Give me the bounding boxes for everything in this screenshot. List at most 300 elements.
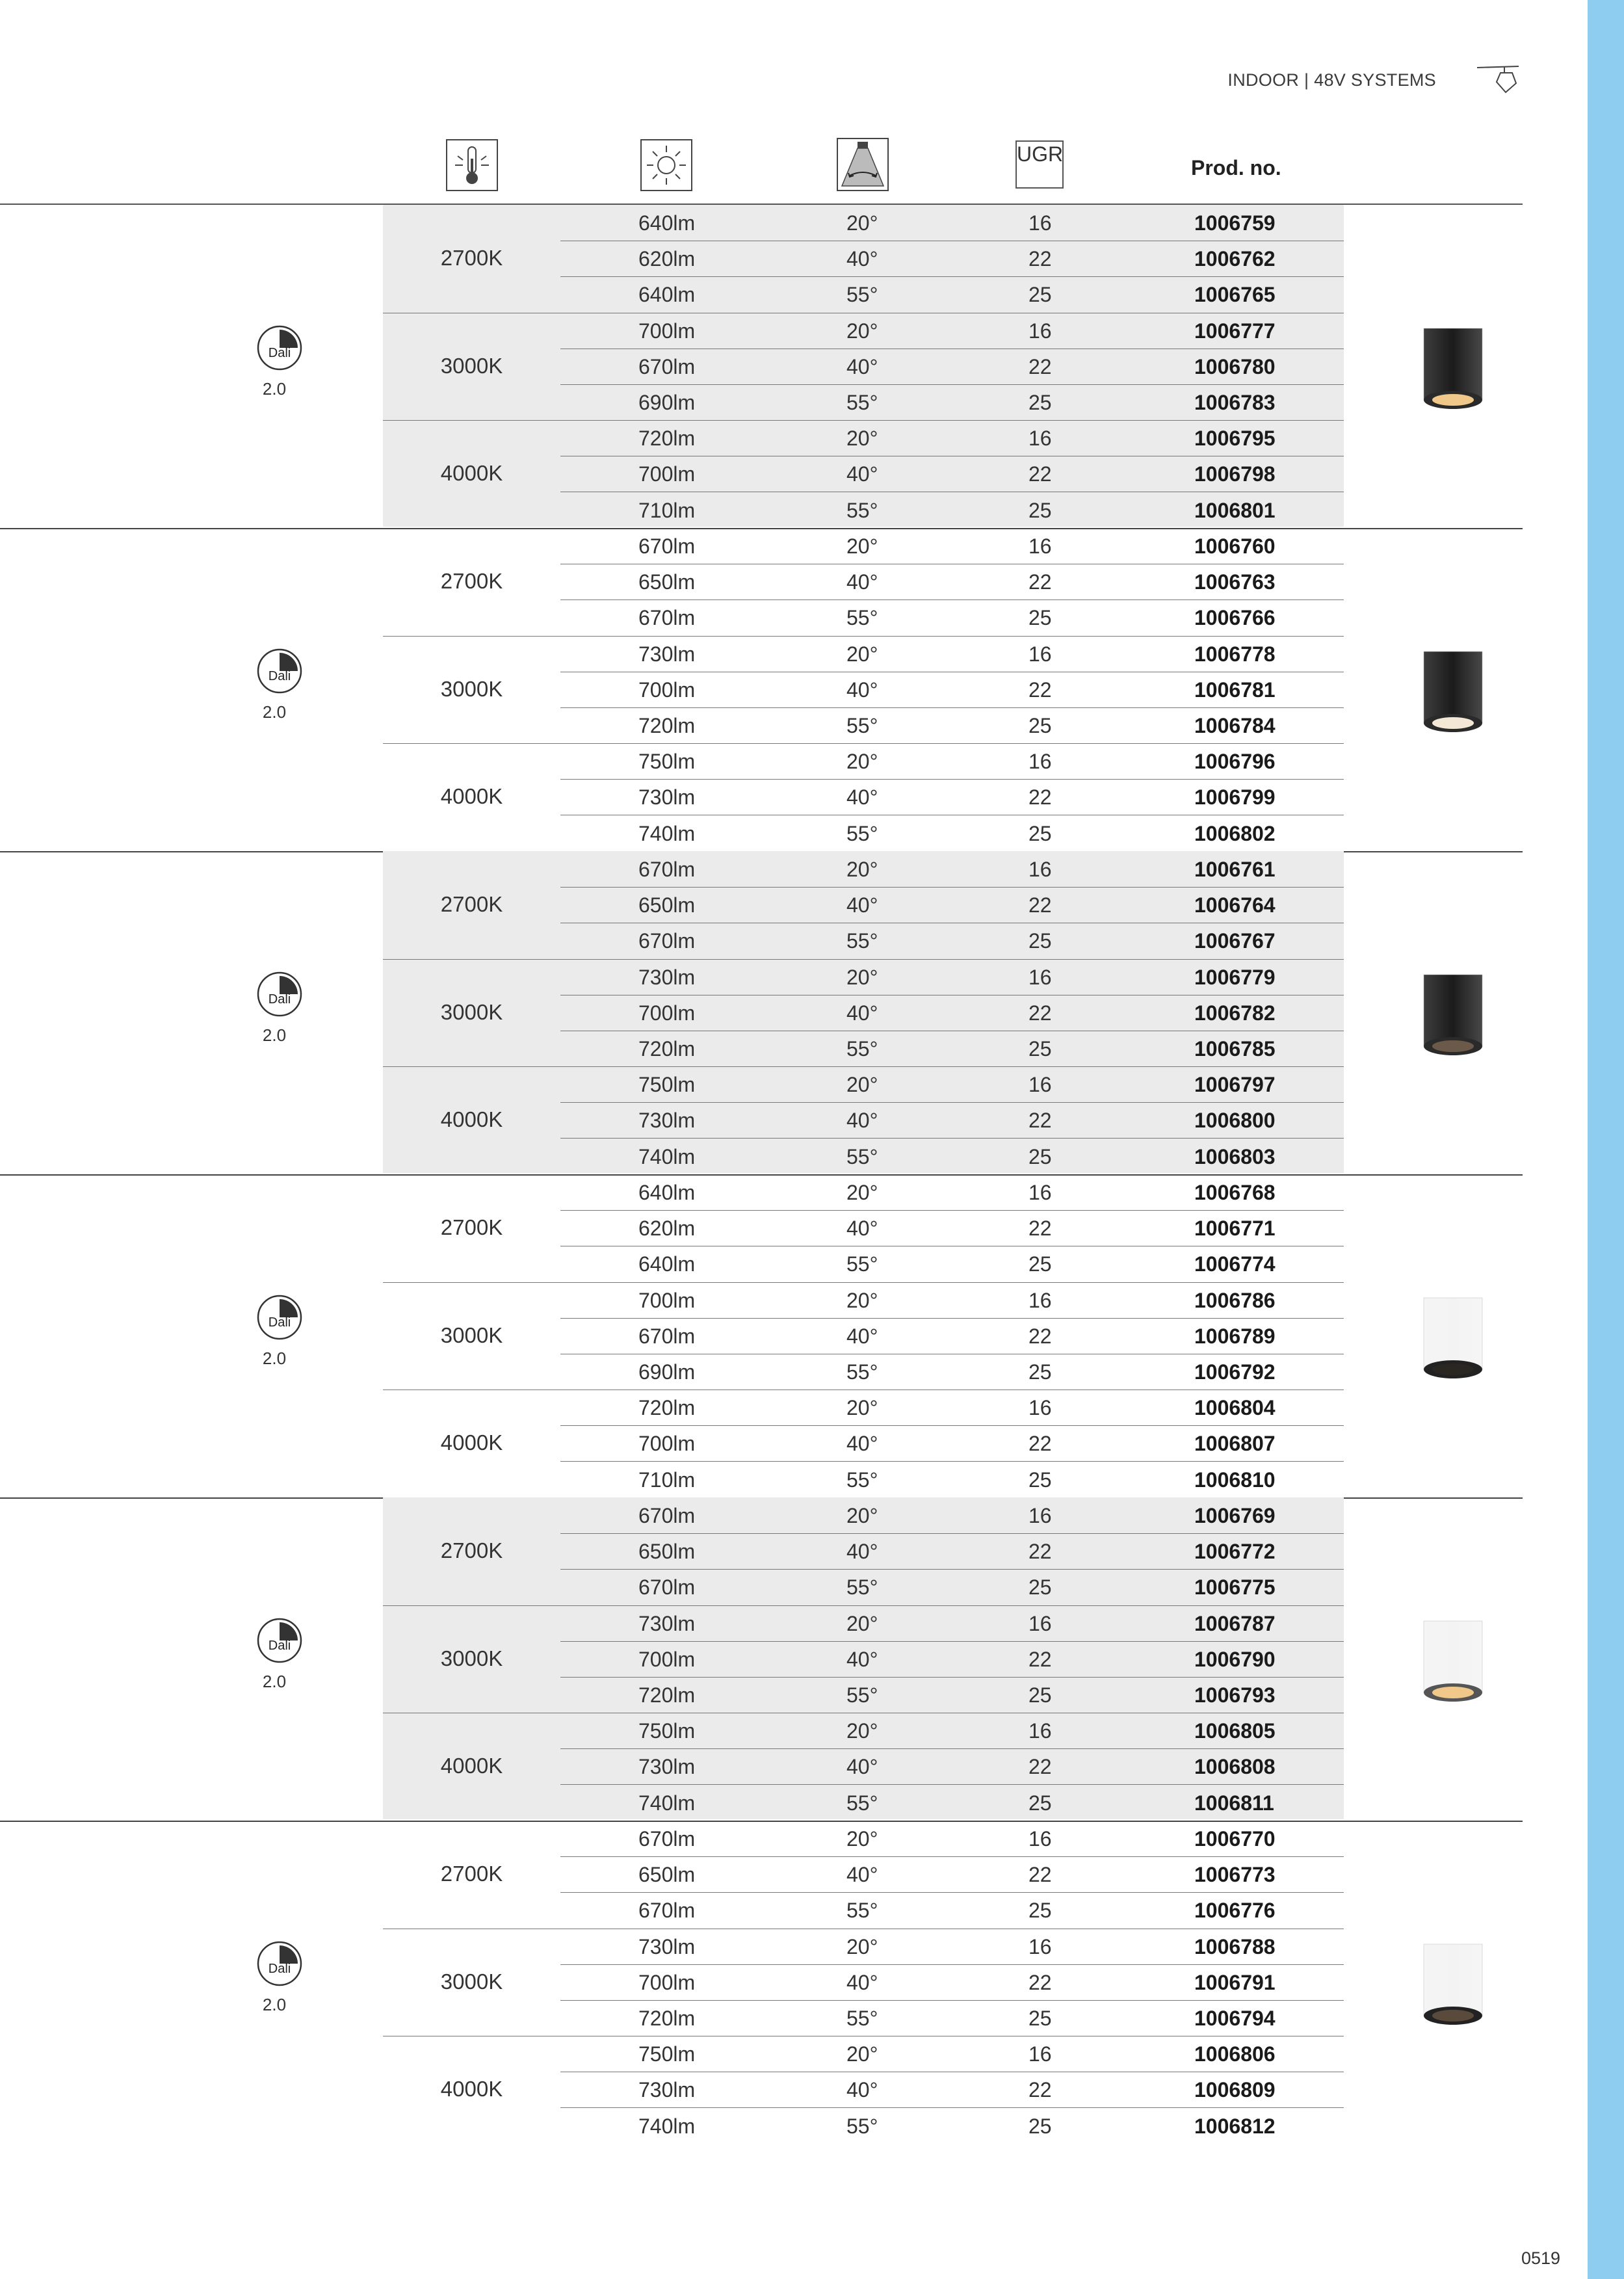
beam-angle-cell: 20° [846,750,878,774]
luminous-flux-cell: 720lm [638,427,696,451]
ugr-cell: 25 [1028,1899,1052,1923]
svg-text:Dali: Dali [268,992,291,1007]
luminous-flux-cell: 650lm [638,570,696,594]
product-number-cell: 1006776 [1194,1899,1276,1923]
color-temperature-label: 3000K [440,676,503,701]
light-bulb-sun-icon [640,139,692,191]
ugr-cell: 25 [1028,821,1052,845]
luminous-flux-cell: 640lm [638,1181,696,1204]
color-temperature-label: 3000K [440,1323,503,1347]
luminous-flux-cell: 720lm [638,1396,696,1420]
product-number-cell: 1006772 [1194,1540,1276,1564]
luminous-flux-cell: 700lm [638,678,696,702]
table-row [560,276,1344,312]
product-number-cell: 1006765 [1194,283,1276,307]
svg-text:Dali: Dali [268,669,291,683]
beam-angle-cell: 40° [846,247,878,271]
beam-angle-cell: 55° [846,1252,878,1276]
luminous-flux-cell: 620lm [638,1217,696,1241]
product-number-cell: 1006770 [1194,1827,1276,1851]
luminous-flux-cell: 640lm [638,211,696,235]
ugr-cell: 16 [1028,1827,1052,1851]
table-row [560,456,1344,492]
beam-angle-cell: 20° [846,2042,878,2066]
beam-angle-cell: 20° [846,1719,878,1743]
product-number-cell: 1006777 [1194,319,1276,343]
ugr-cell: 25 [1028,714,1052,737]
table-row [560,2036,1344,2072]
beam-angle-cell: 55° [846,929,878,953]
table-row [560,779,1344,815]
ugr-cell: 25 [1028,1360,1052,1384]
luminous-flux-cell: 690lm [638,1360,696,1384]
ugr-cell: 16 [1028,1288,1052,1312]
page-number: 0519 [1521,2248,1561,2268]
beam-angle-cell: 55° [846,1468,878,1492]
luminous-flux-cell: 730lm [638,1934,696,1958]
table-row [560,1174,1344,1211]
ugr-cell: 22 [1028,570,1052,594]
ugr-cell: 22 [1028,462,1052,486]
table-row [560,1246,1344,1282]
product-number-cell: 1006761 [1194,858,1276,881]
table-row [560,1533,1344,1570]
table-row [560,707,1344,743]
table-row [560,1785,1344,1821]
luminous-flux-cell: 670lm [638,1575,696,1600]
ugr-cell: 16 [1028,211,1052,235]
product-number-cell: 1006759 [1194,211,1276,235]
beam-angle-cell: 40° [846,354,878,378]
ugr-cell: 22 [1028,1647,1052,1671]
product-group [0,205,1523,529]
ugr-cell: 16 [1028,319,1052,343]
luminous-flux-cell: 700lm [638,1432,696,1456]
ugr-cell: 22 [1028,893,1052,917]
table-row [560,564,1344,600]
luminous-flux-cell: 750lm [638,1719,696,1743]
luminous-flux-cell: 720lm [638,1683,696,1707]
beam-angle-cell: 40° [846,570,878,594]
luminous-flux-cell: 740lm [638,1791,696,1815]
dali-version-label: 2.0 [262,379,287,399]
ugr-cell: 25 [1028,1252,1052,1276]
beam-angle-cell: 20° [846,534,878,558]
beam-angle-cell: 40° [846,1217,878,1241]
table-row [560,349,1344,385]
beam-angle-cell: 55° [846,2114,878,2138]
beam-angle-cell: 40° [846,1755,878,1779]
product-number-cell: 1006781 [1194,678,1276,702]
luminous-flux-cell: 720lm [638,714,696,737]
ugr-cell: 22 [1028,1324,1052,1348]
ugr-cell: 25 [1028,1037,1052,1060]
luminous-flux-cell: 740lm [638,2114,696,2138]
luminous-flux-cell: 700lm [638,1001,696,1025]
ugr-cell: 25 [1028,1791,1052,1815]
luminous-flux-cell: 650lm [638,1540,696,1564]
product-number-cell: 1006766 [1194,606,1276,630]
beam-angle-cell: 20° [846,642,878,666]
ugr-cell: 25 [1028,283,1052,307]
beam-angle-cell: 55° [846,1037,878,1060]
luminous-flux-cell: 750lm [638,1073,696,1097]
table-row [560,1390,1344,1426]
beam-angle-cell: 55° [846,1791,878,1815]
luminous-flux-cell: 730lm [638,1109,696,1133]
table-row [560,851,1344,888]
luminous-flux-cell: 670lm [638,1827,696,1851]
luminous-flux-cell: 700lm [638,1288,696,1312]
table-row [560,1066,1344,1103]
luminous-flux-cell: 730lm [638,785,696,810]
beam-angle-cell: 20° [846,319,878,343]
product-number-cell: 1006783 [1194,391,1276,414]
luminous-flux-cell: 640lm [638,283,696,307]
ugr-cell: 16 [1028,1396,1052,1420]
beam-angle-cell: 55° [846,1683,878,1707]
ugr-cell: 22 [1028,2078,1052,2102]
color-temperature-label: 4000K [440,1430,503,1455]
luminous-flux-cell: 640lm [638,1252,696,1276]
color-temperature-label: 4000K [440,2077,503,2101]
table-row [560,1462,1344,1497]
ugr-cell: 16 [1028,2042,1052,2066]
product-number-cell: 1006791 [1194,1970,1276,1994]
prod-no-column-header: Prod. no. [1191,156,1281,179]
ugr-cell: 22 [1028,1001,1052,1025]
product-group [0,1174,1523,1499]
dali-dimmable-icon [256,324,303,371]
product-number-cell: 1006773 [1194,1863,1276,1887]
ugr-cell: 16 [1028,1719,1052,1743]
color-temperature-label: 4000K [440,461,503,486]
ugr-cell: 22 [1028,1970,1052,1994]
ugr-cell: 16 [1028,1073,1052,1097]
product-number-cell: 1006809 [1194,2078,1276,2102]
table-row [560,959,1344,995]
product-number-cell: 1006804 [1194,1396,1276,1420]
svg-text:Dali: Dali [268,346,291,360]
table-row [560,1821,1344,1857]
beam-angle-cell: 40° [846,785,878,810]
table-row [560,528,1344,564]
beam-angle-cell: 20° [846,1827,878,1851]
table-row [560,923,1344,958]
product-number-cell: 1006792 [1194,1360,1276,1384]
product-number-cell: 1006789 [1194,1324,1276,1348]
dali-version-label: 2.0 [262,1672,287,1691]
color-temperature-label: 2700K [440,569,503,593]
table-row [560,1569,1344,1605]
table-row [560,420,1344,456]
table-row [560,241,1344,277]
beam-angle-cell: 20° [846,1073,878,1097]
product-number-cell: 1006800 [1194,1109,1276,1133]
beam-angle-cell: 55° [846,2007,878,2030]
product-number-cell: 1006799 [1194,785,1276,810]
ugr-cell: 16 [1028,534,1052,558]
table-row [560,1929,1344,1965]
beam-angle-cell: 40° [846,1647,878,1671]
beam-angle-cell: 20° [846,1181,878,1204]
beam-angle-cell: 55° [846,283,878,307]
table-row [560,1139,1344,1174]
table-row [560,1964,1344,2001]
product-number-cell: 1006768 [1194,1181,1276,1204]
ugr-cell: 22 [1028,1109,1052,1133]
luminous-flux-cell: 670lm [638,354,696,378]
color-temperature-label: 3000K [440,999,503,1024]
product-group [0,851,1523,1176]
color-temperature-label: 3000K [440,1646,503,1670]
product-number-cell: 1006796 [1194,750,1276,774]
table-row [560,1282,1344,1319]
product-number-cell: 1006769 [1194,1504,1276,1527]
product-number-cell: 1006801 [1194,498,1276,522]
beam-angle-cell: 20° [846,1934,878,1958]
product-number-cell: 1006762 [1194,247,1276,271]
product-number-cell: 1006764 [1194,893,1276,917]
product-lamp-image [1417,1931,1489,2035]
table-row [560,1641,1344,1678]
dali-version-label: 2.0 [262,1995,287,2014]
table-row [560,1713,1344,1749]
product-number-cell: 1006805 [1194,1719,1276,1743]
beam-angle-cell: 20° [846,1611,878,1635]
luminous-flux-cell: 670lm [638,534,696,558]
color-temperature-label: 2700K [440,246,503,270]
luminous-flux-cell: 690lm [638,391,696,414]
product-number-cell: 1006774 [1194,1252,1276,1276]
luminous-flux-cell: 700lm [638,319,696,343]
beam-angle-cell: 20° [846,1396,878,1420]
dali-version-label: 2.0 [262,702,287,722]
color-temperature-label: 3000K [440,353,503,378]
ugr-cell: 25 [1028,498,1052,522]
table-row [560,2108,1344,2144]
product-number-cell: 1006760 [1194,534,1276,558]
ugr-cell: 25 [1028,1144,1052,1168]
luminous-flux-cell: 700lm [638,1970,696,1994]
ugr-cell: 25 [1028,606,1052,630]
product-number-cell: 1006802 [1194,821,1276,845]
dali-dimmable-icon [256,648,303,694]
beam-angle-cell: 40° [846,1001,878,1025]
ugr-cell: 22 [1028,247,1052,271]
color-temperature-label: 4000K [440,1107,503,1132]
luminous-flux-cell: 730lm [638,642,696,666]
table-row [560,1748,1344,1785]
dali-version-label: 2.0 [262,1349,287,1368]
product-number-cell: 1006811 [1194,1791,1274,1815]
luminous-flux-cell: 730lm [638,1755,696,1779]
product-number-cell: 1006790 [1194,1647,1276,1671]
table-row [560,672,1344,708]
ugr-cell: 16 [1028,642,1052,666]
beam-angle-cell: 40° [846,1863,878,1887]
ugr-cell: 25 [1028,391,1052,414]
beam-angle-cell: 55° [846,606,878,630]
table-row [560,1318,1344,1354]
beam-angle-cell: 55° [846,821,878,845]
ugr-cell: 16 [1028,427,1052,451]
dali-dimmable-icon [256,971,303,1018]
table-row [560,2000,1344,2036]
product-number-cell: 1006795 [1194,427,1276,451]
svg-text:Dali: Dali [268,1639,291,1653]
beam-angle-cell: 40° [846,1109,878,1133]
beam-angle-cell: 40° [846,2078,878,2102]
beam-angle-cell: 40° [846,893,878,917]
color-temperature-label: 4000K [440,1754,503,1778]
ugr-cell: 16 [1028,858,1052,881]
product-number-cell: 1006812 [1194,2114,1276,2138]
ugr-cell: 16 [1028,750,1052,774]
ugr-cell: 22 [1028,1217,1052,1241]
beam-angle-icon [837,138,889,191]
product-number-cell: 1006797 [1194,1073,1276,1097]
svg-text:Dali: Dali [268,1315,291,1330]
table-row [560,599,1344,635]
color-temperature-label: 2700K [440,1538,503,1562]
product-group [0,528,1523,852]
product-number-cell: 1006807 [1194,1432,1276,1456]
table-row [560,1031,1344,1066]
luminous-flux-cell: 730lm [638,1611,696,1635]
ugr-cell: 25 [1028,2114,1052,2138]
ugr-cell: 16 [1028,1611,1052,1635]
thermometer-icon [446,139,498,191]
beam-angle-cell: 55° [846,498,878,522]
product-number-cell: 1006775 [1194,1575,1276,1600]
table-row [560,205,1344,241]
product-number-cell: 1006793 [1194,1683,1276,1707]
product-number-cell: 1006782 [1194,1001,1276,1025]
table-row [560,636,1344,672]
dali-dimmable-icon [256,1940,303,1987]
luminous-flux-cell: 730lm [638,2078,696,2102]
product-number-cell: 1006785 [1194,1037,1276,1060]
beam-angle-cell: 20° [846,1288,878,1312]
table-row [560,887,1344,923]
dali-version-label: 2.0 [262,1025,287,1045]
ugr-cell: 22 [1028,1540,1052,1564]
ugr-cell: 22 [1028,1863,1052,1887]
luminous-flux-cell: 670lm [638,1324,696,1348]
beam-angle-cell: 40° [846,1970,878,1994]
table-row [560,2072,1344,2108]
table-row [560,1677,1344,1713]
luminous-flux-cell: 710lm [638,1468,696,1492]
product-number-cell: 1006784 [1194,714,1276,737]
side-accent-bar [1588,0,1624,2279]
luminous-flux-cell: 670lm [638,606,696,630]
dali-dimmable-icon [256,1617,303,1664]
luminous-flux-cell: 670lm [638,858,696,881]
product-number-cell: 1006779 [1194,965,1276,989]
table-row [560,1856,1344,1893]
ugr-cell: 25 [1028,1468,1052,1492]
section-header: INDOOR | 48V SYSTEMS [1227,70,1436,90]
beam-angle-cell: 20° [846,965,878,989]
product-group [0,1821,1523,2144]
svg-text:Dali: Dali [268,1962,291,1976]
ugr-cell: 25 [1028,929,1052,953]
ugr-cell: 22 [1028,1432,1052,1456]
product-number-cell: 1006787 [1194,1611,1276,1635]
product-number-cell: 1006767 [1194,929,1276,953]
ugr-cell: 16 [1028,965,1052,989]
product-lamp-image [1417,639,1489,743]
beam-angle-cell: 40° [846,462,878,486]
ugr-cell: 25 [1028,2007,1052,2030]
beam-angle-cell: 55° [846,1360,878,1384]
product-number-cell: 1006778 [1194,642,1276,666]
beam-angle-cell: 40° [846,1324,878,1348]
table-row [560,1102,1344,1139]
product-number-cell: 1006803 [1194,1144,1276,1168]
luminous-flux-cell: 740lm [638,821,696,845]
luminous-flux-cell: 750lm [638,2042,696,2066]
table-row [560,1425,1344,1462]
beam-angle-cell: 55° [846,1575,878,1600]
product-number-cell: 1006780 [1194,354,1276,378]
luminous-flux-cell: 670lm [638,1899,696,1923]
color-temperature-label: 2700K [440,892,503,916]
beam-angle-cell: 40° [846,1432,878,1456]
product-lamp-image [1417,1285,1489,1389]
product-lamp-image [1417,962,1489,1066]
product-number-cell: 1006763 [1194,570,1276,594]
table-row [560,815,1344,851]
luminous-flux-cell: 750lm [638,750,696,774]
dali-dimmable-icon [256,1294,303,1341]
luminous-flux-cell: 700lm [638,462,696,486]
beam-angle-cell: 55° [846,1144,878,1168]
luminous-flux-cell: 650lm [638,893,696,917]
luminous-flux-cell: 670lm [638,1504,696,1527]
beam-angle-cell: 20° [846,858,878,881]
product-number-cell: 1006771 [1194,1217,1276,1241]
ugr-cell: 22 [1028,1755,1052,1779]
luminous-flux-cell: 740lm [638,1144,696,1168]
beam-angle-cell: 40° [846,678,878,702]
luminous-flux-cell: 670lm [638,929,696,953]
ugr-cell: 16 [1028,1934,1052,1958]
beam-angle-cell: 55° [846,714,878,737]
color-temperature-label: 2700K [440,1862,503,1886]
luminous-flux-cell: 730lm [638,965,696,989]
beam-angle-cell: 40° [846,1540,878,1564]
product-number-cell: 1006798 [1194,462,1276,486]
beam-angle-cell: 55° [846,1899,878,1923]
color-temperature-label: 3000K [440,1969,503,1994]
product-lamp-image [1417,315,1489,419]
ugr-cell: 22 [1028,678,1052,702]
table-row [560,1354,1344,1390]
table-row [560,384,1344,420]
table-row [560,1605,1344,1642]
product-number-cell: 1006786 [1194,1288,1276,1312]
table-row [560,1892,1344,1928]
product-number-cell: 1006806 [1194,2042,1276,2066]
product-number-cell: 1006808 [1194,1755,1276,1779]
product-lamp-image [1417,1608,1489,1712]
ugr-cell: 16 [1028,1504,1052,1527]
luminous-flux-cell: 720lm [638,1037,696,1060]
ugr-column-header: UGR [1015,140,1064,189]
